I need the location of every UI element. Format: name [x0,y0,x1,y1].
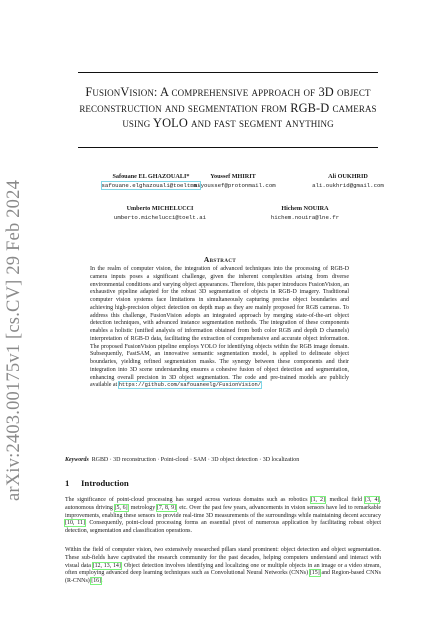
author-name: Hichem NOUIRA [281,205,329,212]
keywords [65,457,385,465]
citation-link[interactable]: [16] [91,578,102,584]
citation-link[interactable]: [3, 4] [365,497,380,503]
abstract-text: In the realm of computer vision, the integration of advanced techniques into the processing of RGB-D camera inputs poses a significant challenge, given the inherent complexities arising from diverse environmental conditions and varying object appearances. Therefore, this paper introduces FusionVision, an exhaustive pipeline adapted for the robust 3D segmentation of objects in RGB-D imagery. Traditional computer vision systems face limitations in simultaneously capturing precise object boundaries and achieving high-precision object detection on depth map as they are mainly proposed for RGB cameras. To address this challenge, FusionVision adopts an integrated approach by merging state-of-the-art object detection techniques, with advanced instance segmentation methods. The integration of these components enables a holistic (unified analysis of information obtained from both color RGB and depth D channels) interpretation of RGB-D data, facilitating the extraction of comprehensive and accurate object information. The proposed FusionVision pipeline employs YOLO for identifying objects within the RGB image domain. Subsequently, FastSAM, an innovative semantic segmentation model, is applied to delineate object boundaries, yielding refined segmentation masks. The synergy between these components and their integration into 3D scene understanding ensures a cohesive fusion of object detection and segmentation, enhancing overall precision in 3D object segmentation. The code and pre-trained models are publicly available at [90,266,349,389]
author-name: Umberto MICHELUCCI [126,205,194,212]
citation-link[interactable]: [1, 2] [310,497,325,503]
keywords-list: RGBD · 3D reconstruction · Point-cloud · SAM · 3D object detection · 3D localization [91,457,300,463]
author-3 [298,173,398,190]
citation-link[interactable]: [10, 11] [65,520,85,527]
intro-paragraph-2 [65,547,381,586]
paragraph-text: . Object detection involves identifying and localizing one or multiple objects in an image or a video stream, often employing advanced deep learning techniques such as Convolutional Neural Networks (CNNs) [65,562,381,577]
abstract-heading: Abstract [203,255,237,264]
paragraph-text: . [101,578,103,584]
title-rule-top [78,72,378,73]
citation-link[interactable]: [7, 8, 9] [156,504,177,511]
section-heading [65,478,129,488]
author-2 [178,173,288,190]
author-email-link[interactable]: safouane.elghazouali@toelt.ai [101,181,201,189]
paragraph-text: Within the field of computer vision, two extensively researched pillars stand prominent: object detection and object segmentation. These sub-fields have captivated the research community for the past decades, helping computers understand and interact with visual data [65,547,381,569]
citation-link[interactable]: [5, 6] [114,504,128,511]
author-email: ali.oukhrid@gmail.com [312,181,384,189]
paragraph-text: , medical field [324,497,366,503]
author-4 [100,205,220,222]
author-email: mm-youssef@protonmail.com [190,181,276,189]
section-number: 1 [65,478,70,488]
paragraph-text: , etc. Over the past few years, advancements in vision sensors have led to remarkable improvements, enabling these sensors to provide real-time 3D measurements of the surroundings while maintaining decent accuracy [65,504,381,519]
abstract-end: . [261,382,263,389]
author-name: Youssef MHIRIT [210,173,256,180]
paragraph-text: , metrology [127,504,157,511]
code-url-link[interactable]: https://github.com/safouaneelg/FusionVision/ [118,382,262,389]
paragraph-text: The significance of point-cloud processing has surged across various domains such as robotics [65,497,311,503]
keywords-label: Keywords [65,457,89,463]
citation-link[interactable]: [15] [309,570,320,577]
arxiv-id: arXiv:2403.00175v1 [cs.CV] 29 Feb 2024 [4,179,25,501]
author-name: Ali OUKHRID [328,173,368,180]
paragraph-text: . Consequently, point-cloud processing forms an essential pivot of numerous application by facilitating robust object detection, segmentation and classification operations. [65,520,381,534]
author-5 [250,205,360,222]
paragraph-text: , autonomous driving [65,497,381,511]
citation-link[interactable]: [12, 13, 14] [92,562,121,569]
author-name: Safouane EL GHAZOUALI* [112,173,190,180]
intro-paragraph-1 [65,497,381,536]
section-title: Introduction [81,478,129,488]
author-email: umberto.michelucci@toelt.ai [113,213,207,221]
abstract-body [90,266,349,390]
paper-title: FusionVision: A comprehensive approach of 3D object reconstruction and segmentation from RGB-D cameras using YOLO and fast segment anything [79,85,377,131]
paragraph-text: and Region-based CNNs (R-CNNs) [65,570,381,584]
title-rule-bottom [78,147,378,148]
author-email: hichem.nouira@lne.fr [270,213,340,221]
